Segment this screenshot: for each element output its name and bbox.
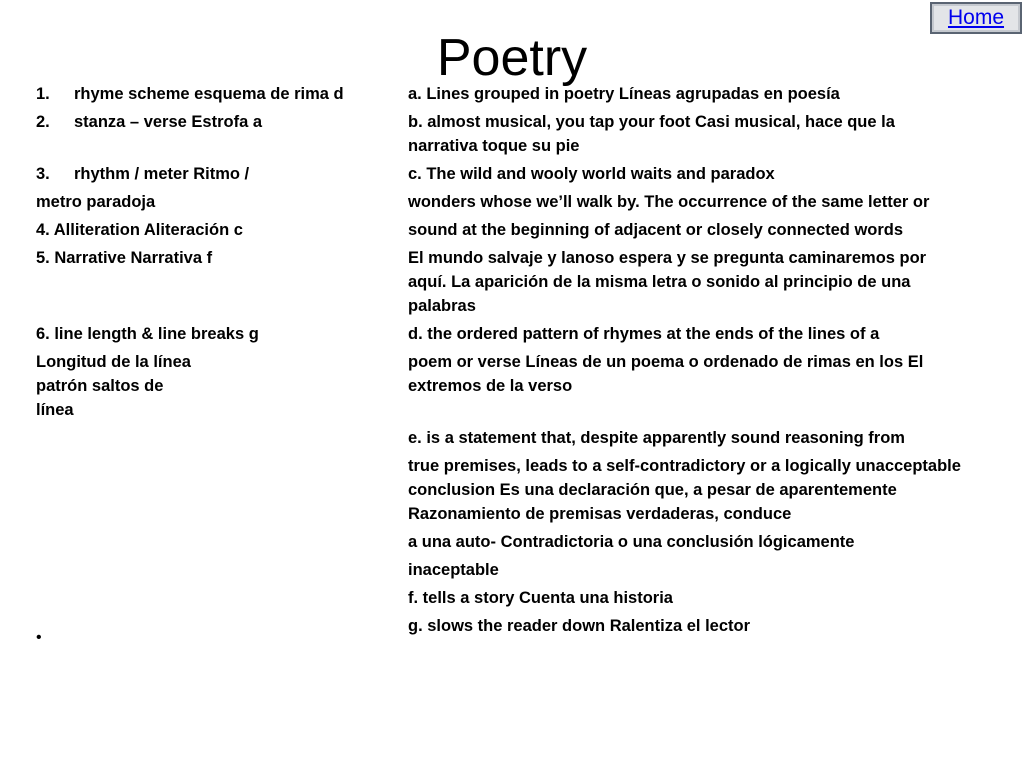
definition-text: poem or verse Líneas de un poema o ordenado de rimas en los El extremos de la verso	[408, 353, 924, 395]
list-row	[0, 190, 1024, 214]
term-text: metro paradoja	[36, 193, 156, 211]
home-link-label[interactable]: Home	[947, 6, 1005, 29]
term-text	[0, 454, 408, 526]
definition-text: El mundo salvaje y lanoso espera y se pregunta caminaremos por aquí. La aparición de la misma letra o sonido al principio de una palabras	[408, 249, 927, 315]
definition-text: sound at the beginning of adjacent or closely connected words	[408, 221, 904, 239]
list-row	[0, 530, 1024, 554]
list-row	[0, 82, 1024, 106]
term-text	[0, 530, 408, 554]
term-text: Longitud de la línea patrón saltos de línea	[36, 353, 191, 419]
definition-text: inaceptable	[408, 561, 499, 579]
term-text: rhythm / meter Ritmo /	[74, 165, 250, 183]
definition-text: d. the ordered pattern of rhymes at the ends of the lines of a	[408, 325, 880, 343]
definition-text: g. slows the reader down Ralentiza el lector	[408, 617, 751, 635]
term-text: 5. Narrative Narrativa f	[36, 249, 213, 267]
definition-text: a. Lines grouped in poetry Líneas agrupadas en poesía	[408, 85, 840, 103]
list-row	[0, 454, 1024, 526]
list-row	[0, 246, 1024, 318]
list-row	[0, 110, 1024, 158]
term-text	[0, 558, 408, 582]
term-cell: 1. rhyme scheme esquema de rima d	[36, 85, 344, 103]
list-row	[0, 426, 1024, 450]
list-row	[0, 558, 1024, 582]
definition-text: wonders whose we’ll walk by. The occurrence of the same letter or	[408, 193, 930, 211]
term-text: stanza – verse Estrofa a	[74, 113, 263, 131]
page-title: Poetry	[436, 29, 588, 87]
definition-text: f. tells a story Cuenta una historia	[408, 589, 673, 607]
list-row	[0, 218, 1024, 242]
list-row	[0, 162, 1024, 186]
list-row	[0, 322, 1024, 346]
term-text: rhyme scheme esquema de rima d	[74, 85, 344, 103]
term-text	[0, 426, 408, 450]
term-text	[0, 586, 408, 610]
definition-text: e. is a statement that, despite apparently sound reasoning from	[408, 429, 905, 447]
matching-list	[0, 82, 1024, 642]
list-row	[0, 350, 1024, 422]
term-text	[0, 614, 408, 638]
list-row	[0, 614, 1024, 638]
definition-text: b. almost musical, you tap your foot Casi musical, hace que la narrativa toque su pie	[408, 113, 895, 155]
term-cell: 2. stanza – verse Estrofa a	[36, 113, 263, 131]
definition-text: c. The wild and wooly world waits and paradox	[408, 165, 775, 183]
term-text: 4. Alliteration Aliteración c	[36, 221, 243, 239]
definition-text: a una auto- Contradictoria o una conclusión lógicamente	[408, 533, 855, 551]
list-row	[0, 586, 1024, 610]
empty-bullet: •	[36, 629, 42, 646]
term-cell: 3. rhythm / meter Ritmo /	[36, 165, 250, 183]
definition-text: true premises, leads to a self-contradictory or a logically unacceptable conclusion Es una declaración que, a pesar de aparentemente Razonamiento de premisas verdaderas, conduce	[408, 457, 961, 523]
term-text: 6. line length & line breaks g	[36, 325, 259, 343]
